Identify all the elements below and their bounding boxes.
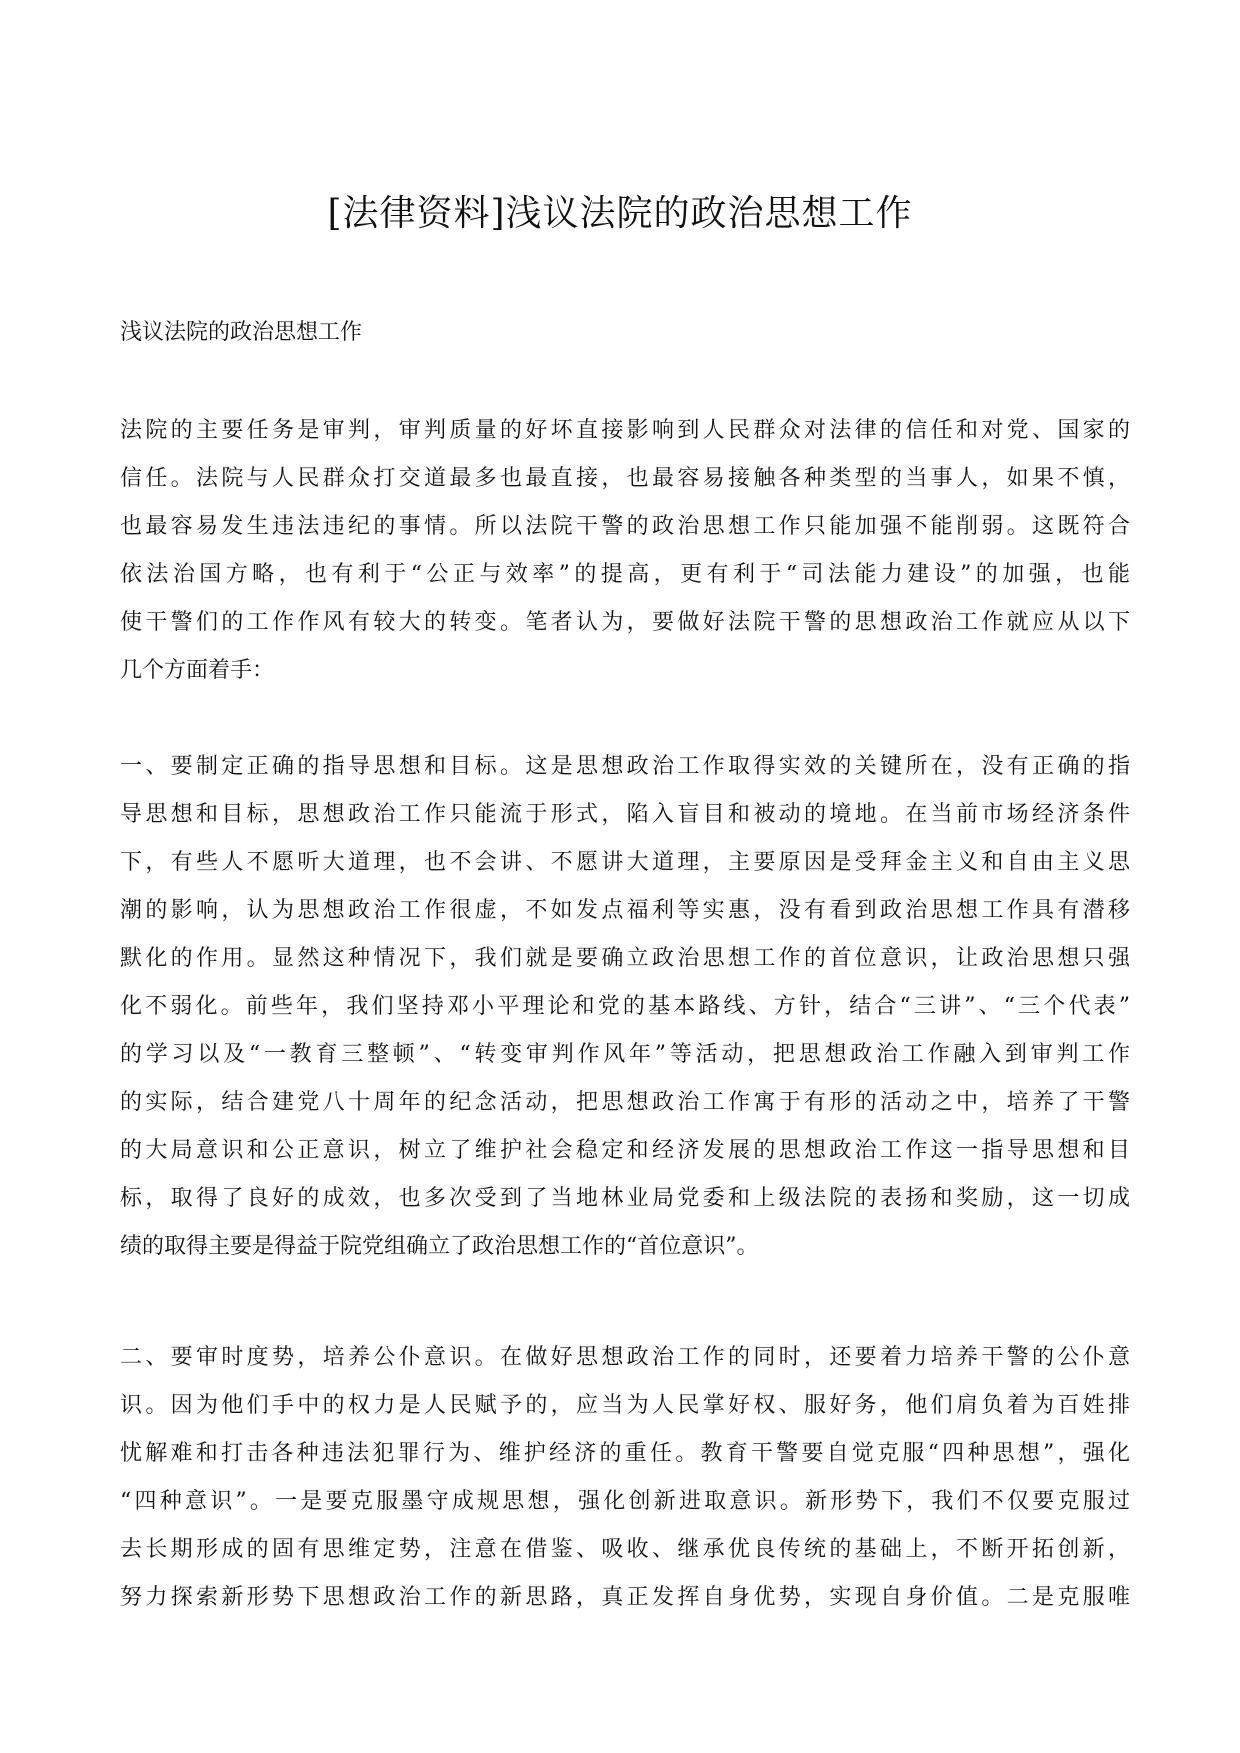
paragraph-1 <box>120 407 1130 695</box>
paragraph-line: 二、要审时度势，培养公仆意识。在做好思想政治工作的同时，还要着力培养干警的公仆意 <box>120 1345 1130 1370</box>
paragraph-line: 依法治国方略，也有利于“公正与效率”的提高，更有利于“司法能力建设”的加强，也能 <box>120 562 1130 587</box>
paragraph-line: 努力探索新形势下思想政治工作的新思路，真正发挥自身优势，实现自身价值。二是克服唯 <box>120 1585 1130 1610</box>
paragraph-line: 几个方面着手： <box>120 658 275 683</box>
paragraph-line: 的学习以及“一教育三整顿”、“转变审判作风年”等活动，把思想政治工作融入到审判工作 <box>120 1042 1130 1067</box>
paragraph-line: 也最容易发生违法违纪的事情。所以法院干警的政治思想工作只能加强不能削弱。这既符合 <box>120 514 1130 539</box>
paragraph-line: 识。因为他们手中的权力是人民赋予的，应当为人民掌好权、服好务，他们肩负着为百姓排 <box>120 1393 1130 1418</box>
paragraph-line: 默化的作用。显然这种情况下，我们就是要确立政治思想工作的首位意识，让政治思想只强 <box>120 946 1130 971</box>
paragraph-line: 的实际，结合建党八十周年的纪念活动，把思想政治工作寓于有形的活动之中，培养了干警 <box>120 1090 1130 1115</box>
paragraph-line: 一、要制定正确的指导思想和目标。这是思想政治工作取得实效的关键所在，没有正确的指 <box>120 754 1130 779</box>
paragraph-line: 法院的主要任务是审判，审判质量的好坏直接影响到人民群众对法律的信任和对党、国家的 <box>120 418 1130 443</box>
paragraph-2 <box>120 743 1130 1271</box>
paragraph-3 <box>120 1334 1130 1622</box>
paragraph-line: 导思想和目标，思想政治工作只能流于形式，陷入盲目和被动的境地。在当前市场经济条件 <box>120 802 1130 827</box>
paragraph-line: 化不弱化。前些年，我们坚持邓小平理论和党的基本路线、方针，结合“三讲”、“三个代表” <box>120 994 1130 1019</box>
paragraph-line: 忧解难和打击各种违法犯罪行为、维护经济的重任。教育干警要自觉克服“四种思想”，强化 <box>120 1441 1130 1466</box>
paragraph-line: 绩的取得主要是得益于院党组确立了政治思想工作的“首位意识”。 <box>120 1234 759 1259</box>
paragraph-line: “四种意识”。一是要克服墨守成规思想，强化创新进取意识。新形势下，我们不仅要克服过 <box>120 1489 1130 1514</box>
paragraph-line: 使干警们的工作作风有较大的转变。笔者认为，要做好法院干警的思想政治工作就应从以下 <box>120 610 1130 635</box>
paragraph-line: 下，有些人不愿听大道理，也不会讲、不愿讲大道理，主要原因是受拜金主义和自由主义思 <box>120 850 1130 875</box>
paragraph-line: 去长期形成的固有思维定势，注意在借鉴、吸收、继承优良传统的基础上，不断开拓创新， <box>120 1537 1130 1562</box>
document-subtitle: 浅议法院的政治思想工作 <box>120 320 363 345</box>
paragraph-line: 信任。法院与人民群众打交道最多也最直接，也最容易接触各种类型的当事人，如果不慎， <box>120 466 1130 491</box>
document-title: [法律资料]浅议法院的政治思想工作 <box>327 193 913 234</box>
paragraph-line: 标，取得了良好的成效，也多次受到了当地林业局党委和上级法院的表扬和奖励，这一切成 <box>120 1186 1130 1211</box>
paragraph-line: 的大局意识和公正意识，树立了维护社会稳定和经济发展的思想政治工作这一指导思想和目 <box>120 1138 1130 1163</box>
paragraph-line: 潮的影响，认为思想政治工作很虚，不如发点福利等实惠，没有看到政治思想工作具有潜移 <box>120 898 1130 923</box>
